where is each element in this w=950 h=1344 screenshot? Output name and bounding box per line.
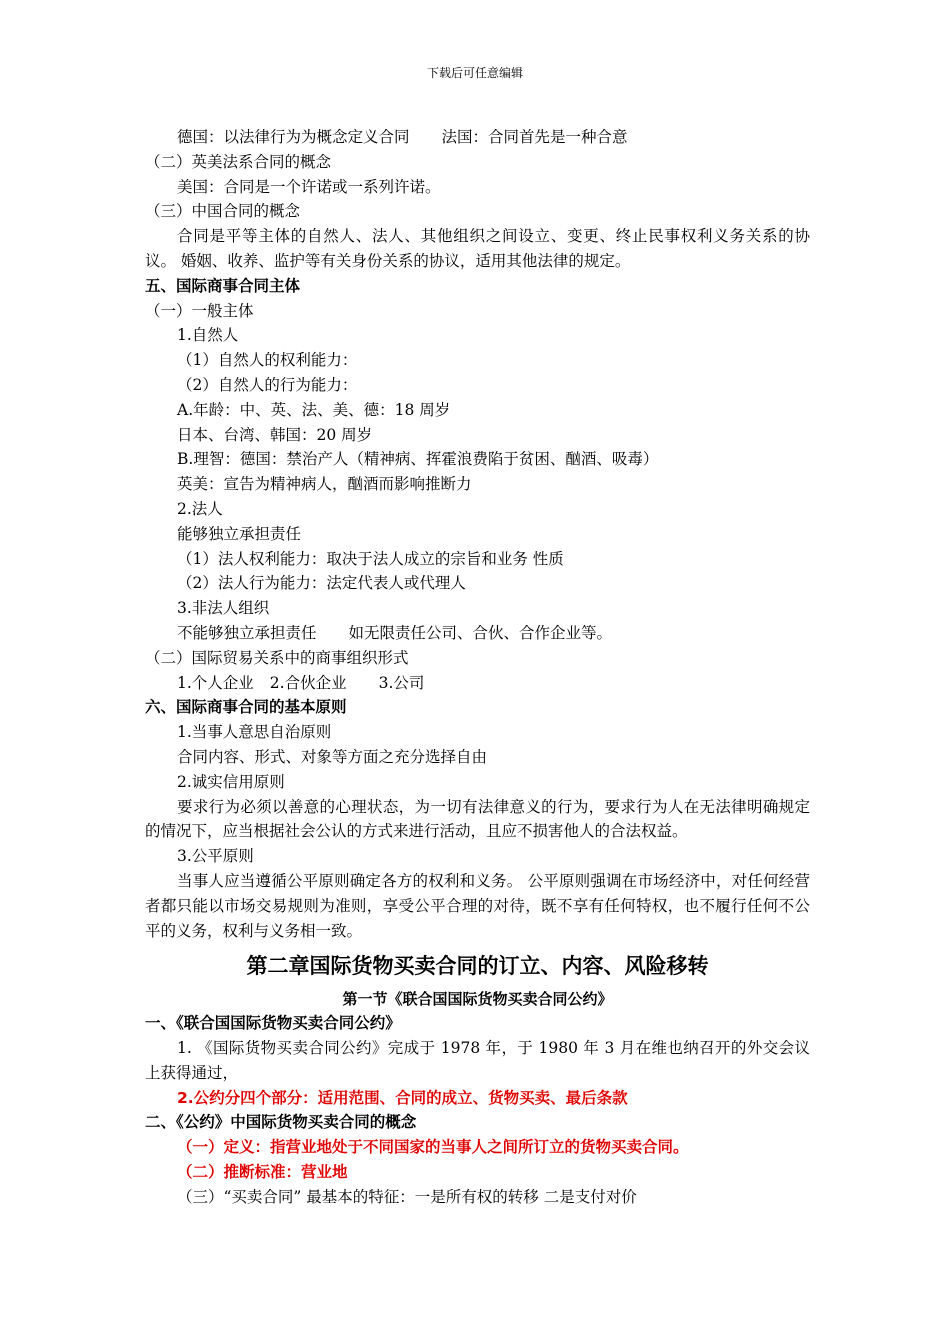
paragraph: 要求行为必须以善意的心理状态，为一切有法律意义的行为，要求行为人在无法律明确规定的情况下，应当根据社会公认的方式来进行活动，且应不损害他人的合法权益。 bbox=[145, 797, 810, 841]
paragraph: 合同是平等主体的自然人、法人、其他组织之间设立、变更、终止民事权利义务关系的协议。 婚姻、收养、监护等有关身份关系的协议，适用其他法律的规定。 bbox=[145, 227, 810, 270]
emphasis-line: （一）定义：指营业地处于不同国家的当事人之间所订立的货物买卖合同。 bbox=[177, 1138, 689, 1157]
text-line: 2.诚实信用原则 bbox=[177, 772, 285, 791]
text-line: 2.法人 bbox=[177, 499, 223, 518]
heading-7: 一、《联合国国际货物买卖合同公约》 bbox=[145, 1014, 401, 1033]
subheading: （三）中国合同的概念 bbox=[145, 202, 301, 221]
text-line: 美国：合同是一个许诺或一系列许诺。 bbox=[177, 177, 441, 196]
text-line: 合同内容、形式、对象等方面之充分选择自由 bbox=[177, 747, 488, 766]
text-company: 3.公司 bbox=[378, 673, 425, 692]
text-line: （1）自然人的权利能力： bbox=[177, 351, 358, 370]
chapter-title: 第二章国际货物买卖合同的订立、内容、风险移转 bbox=[246, 954, 709, 979]
text-partnership: 2.合伙企业 bbox=[269, 673, 347, 692]
document-body bbox=[145, 125, 810, 1210]
text-line: （1）法人权利能力：取决于法人成立的宗旨和业务 性质 bbox=[177, 549, 564, 568]
text-germany: 德国：以法律行为为概念定义合同 bbox=[177, 128, 410, 146]
emphasis-line: 2.公约分四个部分：适用范围、合同的成立、货物买卖、最后条款 bbox=[177, 1088, 628, 1107]
text-line: 能够独立承担责任 bbox=[177, 524, 302, 543]
text-examples: 如无限责任公司、合伙、合作企业等。 bbox=[348, 623, 613, 642]
text-line bbox=[145, 621, 810, 646]
text-line bbox=[145, 671, 810, 696]
text-line: B.理智：德国：禁治产人（精神病、挥霍浪费陷于贫困、酗酒、吸毒） bbox=[177, 450, 659, 469]
heading-5: 五、国际商事合同主体 bbox=[145, 276, 301, 295]
text-line: （2）自然人的行为能力： bbox=[177, 375, 358, 394]
paragraph: 当事人应当遵循公平原则确定各方的权利和义务。 公平原则强调在市场经济中，对任何经营者都只能以市场交易规则为准则，享受公平合理的对待，既不享有任何特权，也不履行任何不公平的义务，权利与义务相一致。 bbox=[145, 871, 810, 940]
text-line: 日本、台湾、韩国：20 周岁 bbox=[177, 425, 373, 444]
text-non-independent: 不能够独立承担责任 bbox=[177, 623, 317, 642]
emphasis-line: （二）推断标准：营业地 bbox=[177, 1163, 348, 1182]
subheading: （二）英美法系合同的概念 bbox=[145, 152, 332, 171]
paragraph: 1. 《国际货物买卖合同公约》完成于 1978 年，于 1980 年 3 月在维也纳召开的外交会议上获得通过， bbox=[145, 1039, 810, 1082]
text-line: A.年龄：中、英、法、美、德：18 周岁 bbox=[177, 400, 451, 419]
text-line: （三）“买卖合同” 最基本的特征：一是所有权的转移 二是支付对价 bbox=[177, 1187, 637, 1206]
text-sole-proprietorship: 1.个人企业 bbox=[177, 673, 254, 692]
heading-6: 六、国际商事合同的基本原则 bbox=[145, 698, 347, 717]
subheading: （一）一般主体 bbox=[145, 301, 254, 320]
text-line: 1.自然人 bbox=[177, 326, 239, 345]
heading-8: 二、《公约》中国际货物买卖合同的概念 bbox=[145, 1113, 417, 1132]
text-line: 英美：宣告为精神病人，酗酒而影响推断力 bbox=[177, 475, 472, 494]
text-line: （2）法人行为能力：法定代表人或代理人 bbox=[177, 574, 466, 593]
text-line: 1.当事人意思自治原则 bbox=[177, 723, 332, 742]
text-france: 法国：合同首先是一种合意 bbox=[441, 128, 628, 146]
page-header: 下载后可任意编辑 bbox=[426, 66, 523, 80]
text-line bbox=[145, 125, 810, 150]
section-title: 第一节《联合国国际货物买卖合同公约》 bbox=[342, 990, 613, 1009]
text-line: 3.公平原则 bbox=[177, 847, 254, 866]
text-line: 3.非法人组织 bbox=[177, 599, 270, 618]
subheading: （二）国际贸易关系中的商事组织形式 bbox=[145, 648, 409, 667]
